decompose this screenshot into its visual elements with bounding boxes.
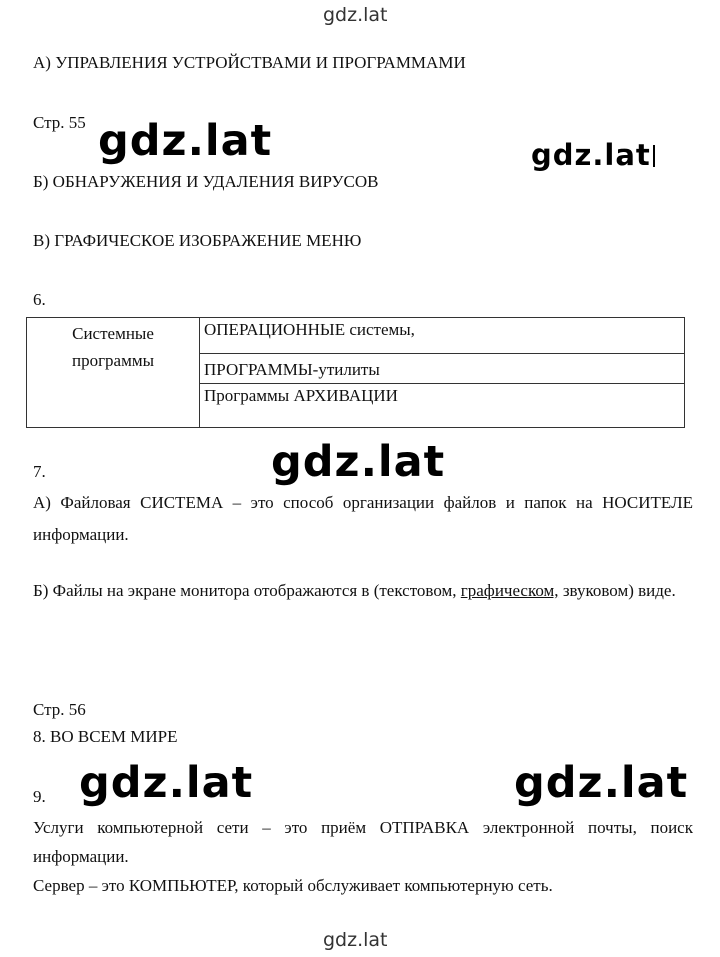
- table-cell-archivers: Программы АРХИВАЦИИ: [200, 384, 685, 428]
- table-left-label: Системные программы: [27, 318, 200, 428]
- answer-b: Б) ОБНАРУЖЕНИЯ И УДАЛЕНИЯ ВИРУСОВ: [33, 172, 379, 191]
- watermark-large-4: gdz.lat: [79, 758, 254, 808]
- page-number-56: Стр. 56: [33, 700, 86, 719]
- answer-7b-text: Б) Файлы на экране монитора отображаются в (текстовом,: [33, 581, 461, 600]
- table-row: [27, 318, 685, 354]
- watermark-large-2: [531, 138, 655, 172]
- item-7-number: 7.: [33, 462, 46, 481]
- system-programs-table: [26, 317, 685, 428]
- table-cell-utilities: ПРОГРАММЫ-утилиты: [200, 354, 685, 384]
- watermark-large-1: gdz.lat: [98, 116, 273, 166]
- watermark-large-3: gdz.lat: [271, 437, 446, 487]
- answer-7a: А) Файловая СИСТЕМА – это способ организации файлов и папок на НОСИТЕЛЕ информации.: [33, 493, 693, 544]
- answer-9a: Услуги компьютерной сети – это приём ОТПРАВКА электронной почты, поиск информации.: [33, 818, 693, 866]
- watermark-large-5: gdz.lat: [514, 758, 689, 808]
- answer-9b: Сервер – это КОМПЬЮТЕР, который обслуживает компьютерную сеть.: [33, 876, 553, 895]
- answer-7b: [33, 575, 693, 607]
- table-cell-os: ОПЕРАЦИОННЫЕ системы,: [200, 318, 685, 354]
- answer-7b-underlined: графическом,: [460, 581, 559, 600]
- answer-a: А) УПРАВЛЕНИЯ УСТРОЙСТВАМИ И ПРОГРАММАМИ: [33, 53, 466, 72]
- page-number-55: Стр. 55: [33, 113, 86, 132]
- item-9-number: 9.: [33, 787, 46, 806]
- item-6-number: 6.: [33, 290, 46, 309]
- answer-8: 8. ВО ВСЕМ МИРЕ: [33, 727, 178, 746]
- answer-7b-end: звуковом) виде.: [558, 581, 676, 600]
- answer-v: В) ГРАФИЧЕСКОЕ ИЗОБРАЖЕНИЕ МЕНЮ: [33, 231, 362, 250]
- cursor-mark: [653, 145, 655, 167]
- watermark-large-2-text: gdz.lat: [531, 138, 651, 172]
- watermark-bottom: gdz.lat: [323, 929, 388, 951]
- watermark-top: gdz.lat: [323, 4, 388, 26]
